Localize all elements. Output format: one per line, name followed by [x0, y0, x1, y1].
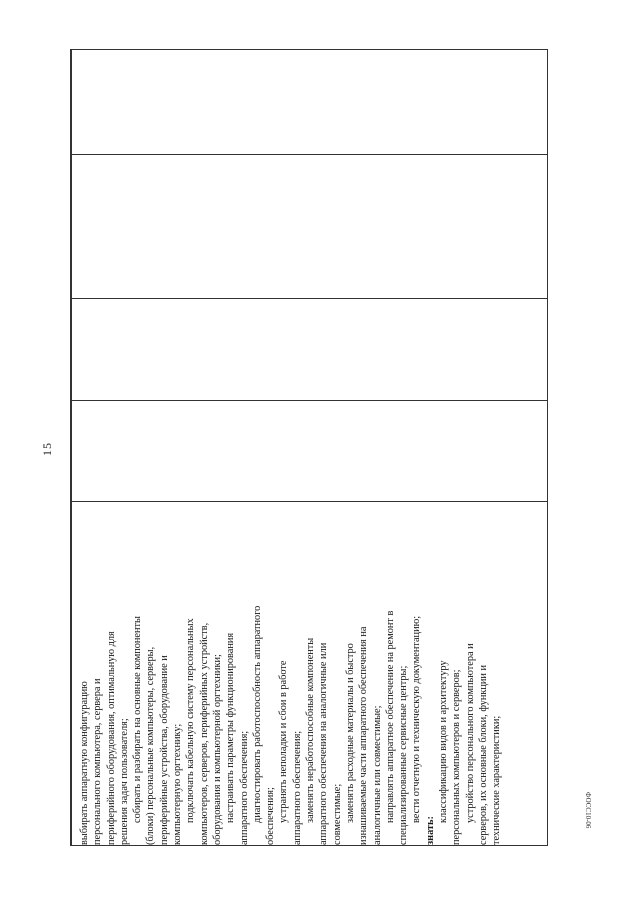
text-line: заменять расходные материалы и быстро: [344, 643, 356, 823]
text-line: диагностировать работоспособность аппаратного: [251, 605, 263, 823]
table-cell-text: [78, 500, 503, 845]
text-line: совместимые;: [331, 783, 343, 845]
text-line: заменять неработоспособные компоненты: [305, 637, 317, 823]
text-line: периферийного оборудования, оптимальную для: [105, 631, 117, 845]
text-line: устройство персонального компьютера и: [464, 643, 476, 823]
text-line: вести отчетную и техническую документацию;: [411, 615, 423, 823]
text-line: компьютерную оргтехнику;: [172, 723, 184, 845]
footer-code: ФОСС10-06: [584, 792, 592, 829]
text-line: настраивать параметры функционирования: [225, 632, 237, 823]
text-line: направлять аппаратное обеспечение на ремонт в: [384, 610, 396, 823]
text-line: технические характеристики;: [491, 715, 503, 845]
text-line: обеспечения;: [265, 787, 277, 845]
text-line: аппаратного обеспечения;: [238, 730, 250, 845]
text-line: классификацию видов и архитектуру: [438, 660, 450, 823]
text-line: персонального компьютера, сервера и: [92, 678, 104, 845]
table-row-divider: [71, 154, 547, 155]
text-line: компьютеров, серверов, периферийных устройств,: [198, 622, 210, 845]
page-number: 15: [40, 442, 54, 456]
table-column-divider: [71, 50, 72, 845]
text-line: оборудования и компьютерной оргтехники;: [211, 654, 223, 845]
text-line: изнашиваемые части аппаратного обеспечения на: [358, 626, 370, 845]
text-line: аппаратного обеспечения на аналогичные или: [318, 642, 330, 845]
text-line: подключать кабельную систему персональных: [185, 618, 197, 823]
text-line: знать:: [424, 816, 436, 845]
text-line: решения задач пользователя;: [118, 718, 130, 845]
text-line: устранять неполадки и сбои в работе: [278, 660, 290, 823]
text-line: выбирать аппаратную конфигурацию: [79, 681, 90, 845]
text-line: аппаратного обеспечения;: [291, 730, 303, 845]
text-line: серверов, их основные блоки, функции и: [477, 664, 489, 845]
table-row-divider: [71, 400, 547, 401]
text-line: (блоки) персональные компьютеры, серверы,: [145, 646, 157, 845]
text-line: персональных компьютеров и серверов;: [451, 669, 463, 845]
table-row-divider: [71, 298, 547, 299]
text-line: аналогичные или совместимые;: [371, 705, 383, 845]
text-line: периферийные устройства, оборудование и: [158, 655, 170, 845]
text-line: специализированные сервисные центры;: [398, 665, 410, 845]
text-line: собирать и разбирать на основные компоненты: [132, 616, 144, 823]
